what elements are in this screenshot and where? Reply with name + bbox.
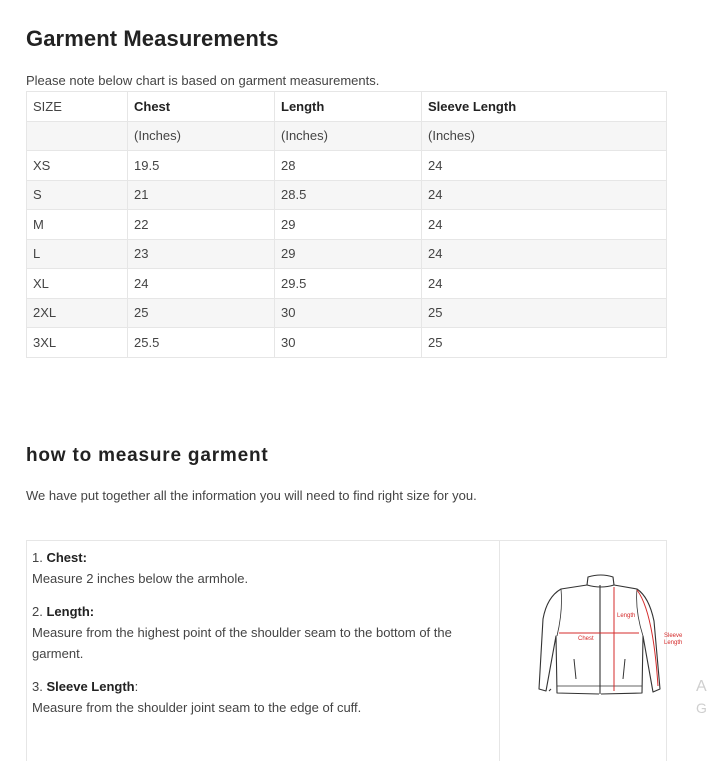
chest-cell: 23: [128, 239, 275, 269]
size-chart-table: [26, 91, 667, 358]
step-label: Length:: [46, 604, 95, 619]
table-header-row: [27, 92, 667, 122]
table-row: [27, 239, 667, 269]
step-label-suffix: :: [134, 679, 139, 694]
sleeve-cell: 24: [422, 210, 667, 240]
length-cell: 30: [275, 298, 422, 328]
sleeve-label-line2: Length: [664, 640, 683, 646]
chest-cell: 22: [128, 210, 275, 240]
chest-cell: 25: [128, 298, 275, 328]
chest-cell: 25.5: [128, 328, 275, 358]
table-row: [27, 328, 667, 358]
jacket-diagram: [501, 541, 683, 761]
step-text: Measure from the highest point of the shoulder seam to the bottom of the garment.: [32, 625, 452, 661]
step-length: [32, 601, 499, 664]
length-cell: 29: [275, 210, 422, 240]
unit-cell: (Inches): [422, 121, 667, 151]
jacket-outline: [539, 575, 660, 694]
size-cell: XL: [27, 269, 128, 299]
chest-cell: 21: [128, 180, 275, 210]
sleeve-measure-line: [637, 590, 658, 686]
chest-cell: 24: [128, 269, 275, 299]
edge-glyph: G: [696, 700, 707, 716]
size-cell: S: [27, 180, 128, 210]
measurement-instructions: [27, 541, 500, 761]
length-cell: 29.5: [275, 269, 422, 299]
length-cell: 28: [275, 151, 422, 181]
sleeve-cell: 25: [422, 298, 667, 328]
step-number: 1.: [32, 550, 43, 565]
edge-glyph: A: [696, 678, 707, 695]
table-row: [27, 210, 667, 240]
chest-label: Chest: [578, 636, 594, 642]
unit-cell: (Inches): [128, 121, 275, 151]
length-cell: 29: [275, 239, 422, 269]
sleeve-cell: 24: [422, 151, 667, 181]
step-sleeve-length: [32, 676, 499, 718]
table-row: [27, 298, 667, 328]
step-number: 2.: [32, 604, 43, 619]
length-label: Length: [617, 613, 636, 619]
table-row: [27, 151, 667, 181]
size-cell: 2XL: [27, 298, 128, 328]
length-cell: 28.5: [275, 180, 422, 210]
step-label: Chest:: [46, 550, 87, 565]
header-chest: Chest: [128, 92, 275, 122]
table-units-row: [27, 121, 667, 151]
page-title: Garment Measurements: [26, 26, 279, 51]
header-sleeve-length: Sleeve Length: [422, 92, 667, 122]
step-label: Sleeve Length: [46, 679, 135, 694]
unit-cell: [27, 121, 128, 151]
step-text: Measure from the shoulder joint seam to the edge of cuff.: [32, 700, 362, 715]
sleeve-cell: 24: [422, 269, 667, 299]
how-to-measure-intro: We have put together all the information you will need to find right size for you.: [26, 488, 477, 503]
sleeve-cell: 24: [422, 180, 667, 210]
jacket-measure-illustration: [501, 541, 683, 761]
size-cell: 3XL: [27, 328, 128, 358]
step-number: 3.: [32, 679, 43, 694]
table-row: [27, 269, 667, 299]
header-length: Length: [275, 92, 422, 122]
how-to-measure-heading: how to measure garment: [26, 445, 269, 466]
table-row: [27, 180, 667, 210]
measurement-guide-box: [26, 540, 683, 761]
chart-note: Please note below chart is based on garment measurements.: [26, 73, 380, 88]
header-size: SIZE: [27, 92, 128, 122]
chest-cell: 19.5: [128, 151, 275, 181]
step-chest: [32, 547, 499, 589]
step-text: Measure 2 inches below the armhole.: [32, 571, 249, 586]
length-cell: 30: [275, 328, 422, 358]
sleeve-cell: 25: [422, 328, 667, 358]
size-cell: XS: [27, 151, 128, 181]
sleeve-cell: 24: [422, 239, 667, 269]
unit-cell: (Inches): [275, 121, 422, 151]
size-cell: L: [27, 239, 128, 269]
sleeve-label-line1: Sleeve: [664, 633, 683, 639]
size-cell: M: [27, 210, 128, 240]
